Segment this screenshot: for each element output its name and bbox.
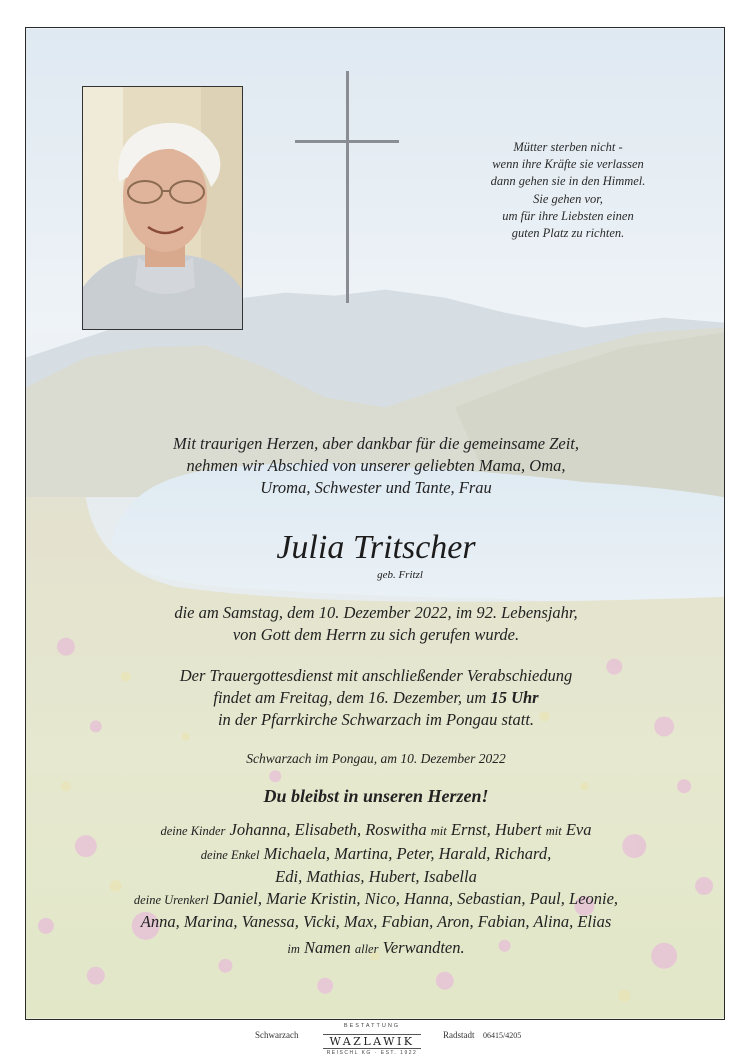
poem-line: guten Platz zu richten. bbox=[511, 226, 625, 241]
footer-phone: 06415/4205 bbox=[483, 1031, 522, 1040]
grandchildren-line bbox=[26, 843, 725, 867]
funeral-home-logo bbox=[307, 1022, 437, 1056]
intro-text bbox=[26, 433, 725, 499]
intro-line: nehmen wir Abschied von unserer geliebten Mama, Oma, bbox=[186, 456, 566, 475]
cross-icon-bar bbox=[295, 140, 399, 143]
poem-line: dann gehen sie in den Himmel. bbox=[490, 174, 646, 189]
place-date: Schwarzach im Pongau, am 10. Dezember 2022 bbox=[246, 751, 506, 766]
logo-main: WAZLAWIK bbox=[323, 1034, 420, 1049]
closing-word: im bbox=[287, 941, 300, 956]
poem-line: wenn ihre Kräfte sie verlassen bbox=[492, 157, 644, 172]
poem-line: Mütter sterben nicht - bbox=[513, 140, 623, 154]
death-line: die am Samstag, dem 10. Dezember 2022, im 92. Lebensjahr, bbox=[174, 603, 578, 622]
maiden-name: geb. Fritzl bbox=[377, 569, 423, 581]
mit-word: mit bbox=[430, 824, 447, 838]
poem-line: Sie gehen vor, bbox=[533, 191, 603, 206]
mit-word: mit bbox=[545, 824, 562, 838]
closing-word: aller bbox=[354, 941, 379, 956]
service-time: 15 Uhr bbox=[490, 688, 539, 707]
intro-line: Mit traurigen Herzen, aber dankbar für die gemeinsame Zeit, bbox=[172, 434, 580, 453]
logo-sub: REISCHL KG · EST. 1922 bbox=[326, 1050, 418, 1056]
death-notice bbox=[26, 602, 725, 646]
poem bbox=[441, 139, 695, 242]
children-label: deine Kinder bbox=[160, 824, 226, 838]
service-line: Der Trauergottesdienst mit anschließender Verabschiedung bbox=[179, 666, 573, 685]
grandchildren-label: deine Enkel bbox=[200, 847, 260, 862]
logo-top: BESTATTUNG bbox=[343, 1023, 401, 1029]
children-names: Eva bbox=[565, 820, 592, 839]
mourners-list bbox=[26, 819, 725, 961]
children-names: Ernst, Hubert bbox=[450, 820, 542, 839]
grandchildren-names: Michaela, Martina, Peter, Harald, Richard, bbox=[263, 843, 552, 863]
funeral-service bbox=[26, 665, 725, 731]
portrait-photo bbox=[82, 86, 243, 330]
greatgrandchildren-line: Anna, Marina, Vanessa, Vicki, Max, Fabian, Aron, Fabian, Alina, Elias bbox=[140, 912, 612, 932]
closing-word: Namen bbox=[303, 937, 351, 957]
grandchildren-line: Edi, Mathias, Hubert, Isabella bbox=[275, 867, 477, 887]
children-line bbox=[26, 819, 725, 843]
cross-icon bbox=[346, 71, 349, 303]
poem-line: um für ihre Liebsten einen bbox=[502, 208, 634, 223]
greatgrandchildren-names: Daniel, Marie Kristin, Nico, Hanna, Sebastian, Paul, Leonie, bbox=[212, 888, 619, 908]
footer-left-location: Schwarzach bbox=[255, 1030, 299, 1040]
service-date: findet am Freitag, dem 16. Dezember, um bbox=[213, 688, 487, 707]
service-line: in der Pfarrkirche Schwarzach im Pongau statt. bbox=[217, 710, 535, 729]
children-names: Johanna, Elisabeth, Roswitha bbox=[229, 820, 427, 839]
footer bbox=[0, 1022, 750, 1056]
death-line: von Gott dem Herrn zu sich gerufen wurde. bbox=[232, 625, 520, 644]
intro-line: Uroma, Schwester und Tante, Frau bbox=[260, 478, 492, 497]
footer-right-location: Radstadt bbox=[443, 1030, 475, 1040]
closing-word: Verwandten. bbox=[382, 937, 465, 957]
motto: Du bleibst in unseren Herzen! bbox=[263, 786, 489, 806]
greatgrandchildren-label: deine Urenkerl bbox=[133, 892, 209, 907]
service-line bbox=[26, 687, 725, 709]
closing-line bbox=[26, 937, 725, 961]
obituary-card bbox=[25, 27, 725, 1020]
greatgrandchildren-line bbox=[26, 888, 725, 912]
deceased-name: Julia Tritscher bbox=[276, 529, 476, 566]
